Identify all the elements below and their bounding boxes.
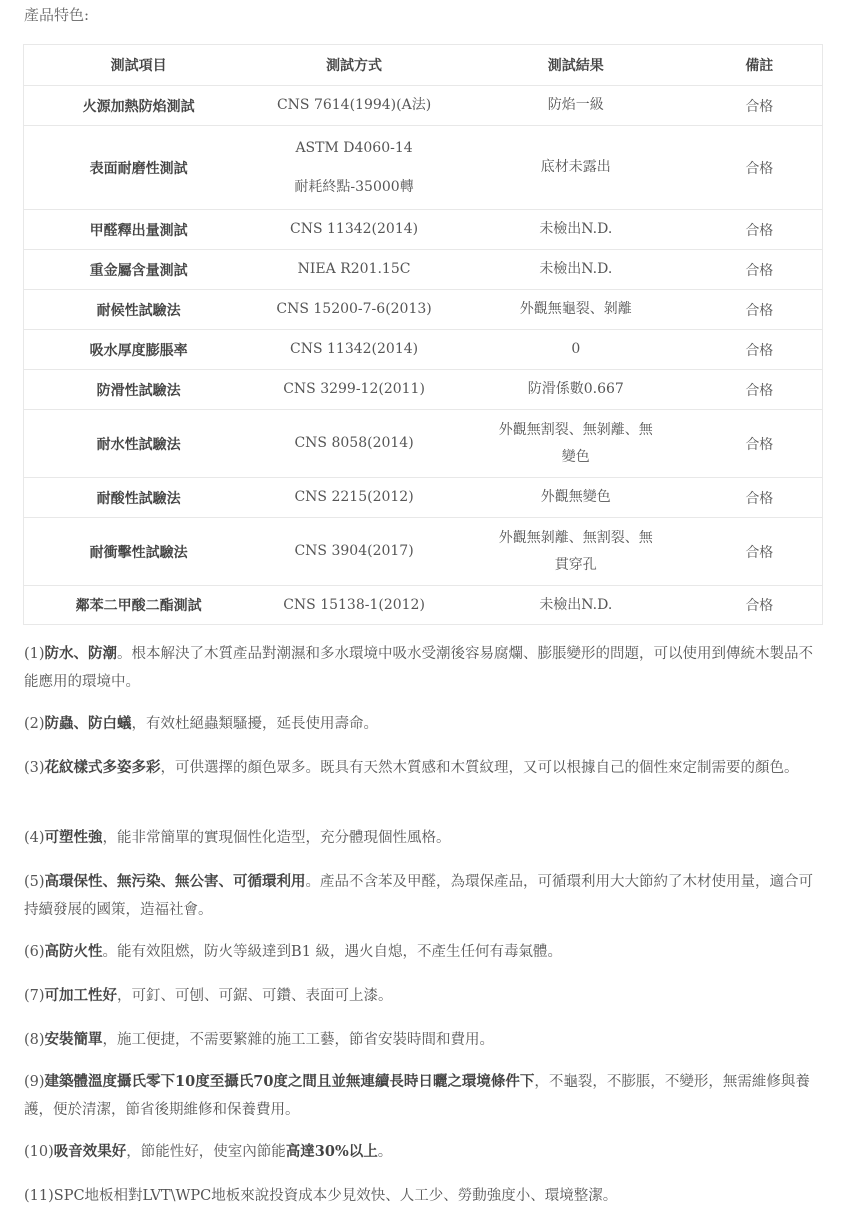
test-method-line: 耐耗終點-35000轉: [294, 178, 414, 195]
feature-highlight: 高防火性: [44, 943, 103, 960]
test-method-line: CNS 15138-1(2012): [283, 596, 425, 613]
section-heading: 產品特色:: [24, 6, 90, 24]
note-cell: 合格: [697, 410, 823, 478]
test-result-cell: [455, 518, 697, 586]
feature-text: SPC地板相對LVT\WPC地板來說投資成本少見效快、人工少、勞動強度小、環境整潔。: [53, 1188, 618, 1204]
test-method-cell: [253, 290, 455, 330]
test-result-cell: [455, 410, 697, 478]
test-method-cell: [253, 210, 455, 250]
test-result-cell: [455, 330, 697, 370]
note-cell: 合格: [697, 86, 823, 126]
note-cell: 合格: [697, 250, 823, 290]
test-method-line: CNS 7614(1994)(A法): [276, 97, 432, 113]
feature-number: (5): [24, 874, 45, 890]
feature-highlight: 安裝簡單: [44, 1031, 103, 1048]
test-method-cell: [253, 518, 455, 586]
feature-number: (11): [24, 1188, 54, 1204]
test-result-line: 外觀無變色: [540, 489, 611, 505]
test-method-line: NIEA R201.15C: [297, 261, 411, 277]
test-method-cell: [253, 410, 455, 478]
test-item-cell: 重金屬含量測試: [24, 250, 254, 290]
feature-highlight: 高達30%以上: [285, 1143, 378, 1160]
test-result-cell: [455, 290, 697, 330]
table-row: [24, 518, 823, 586]
test-item-cell: 耐酸性試驗法: [24, 478, 254, 518]
test-method-line: ASTM D4060-14: [295, 139, 413, 156]
note-cell: 合格: [697, 330, 823, 370]
test-result-cell: [455, 586, 697, 625]
feature-text: 。根本解決了木質產品對潮濕和多水環境中吸水受潮後容易腐爛、膨脹變形的問題，可以使用到傳統木製品不能應用的環境中。: [24, 646, 814, 690]
feature-text: ，可供選擇的顏色眾多。既具有天然木質感和木質紋理，又可以根據自己的個性來定制需要的顏色。: [160, 760, 799, 776]
feature-highlight: 防水、防潮: [44, 645, 118, 662]
feature-highlight: 可塑性強: [44, 829, 103, 846]
test-result-cell: [455, 126, 697, 210]
test-item-cell: 防滑性試驗法: [24, 370, 254, 410]
test-result-line: 貫穿孔: [554, 556, 597, 573]
test-method-line: CNS 11342(2014): [290, 221, 419, 237]
test-results-table: [23, 44, 823, 625]
table-row: [24, 86, 823, 126]
test-result-cell: [455, 86, 697, 126]
feature-item: [24, 868, 819, 924]
table-row: [24, 478, 823, 518]
feature-number: (3): [24, 760, 45, 776]
feature-number: (2): [24, 716, 45, 732]
test-method-line: CNS 2215(2012): [294, 489, 414, 505]
test-method-cell: [253, 370, 455, 410]
test-item-cell: 甲醛釋出量測試: [24, 210, 254, 250]
test-item-cell: 表面耐磨性測試: [24, 126, 254, 210]
table-row: [24, 290, 823, 330]
test-result-line: 變色: [561, 448, 590, 465]
test-method-line: CNS 11342(2014): [290, 341, 419, 357]
feature-number: (9): [24, 1074, 45, 1090]
feature-item: [24, 1182, 819, 1210]
feature-number: (4): [24, 830, 45, 846]
feature-highlight: 花紋樣式多姿多彩: [44, 759, 161, 776]
test-result-line: 未檢出N.D.: [539, 261, 613, 277]
feature-item: [24, 824, 819, 852]
note-cell: 合格: [697, 290, 823, 330]
note-cell: 合格: [697, 210, 823, 250]
table-row: [24, 410, 823, 478]
test-method-line: CNS 3299-12(2011): [283, 381, 425, 397]
test-result-cell: [455, 210, 697, 250]
feature-highlight: 吸音效果好: [53, 1143, 127, 1160]
table-header-row: [24, 45, 823, 86]
test-result-line: 外觀無剝離、無割裂、無: [498, 529, 653, 546]
test-method-line: CNS 3904(2017): [294, 543, 414, 559]
test-method-cell: [253, 86, 455, 126]
test-item-cell: 耐水性試驗法: [24, 410, 254, 478]
feature-number: (10): [24, 1144, 54, 1160]
test-item-cell: 吸水厚度膨脹率: [24, 330, 254, 370]
feature-item: [24, 1026, 819, 1054]
test-result-cell: [455, 250, 697, 290]
feature-highlight: 高環保性、無污染、無公害、可循環利用: [44, 873, 306, 890]
test-result-line: 外觀無割裂、無剝離、無: [498, 421, 653, 438]
table-row: [24, 330, 823, 370]
header-test-result: 測試結果: [455, 45, 697, 86]
test-result-line: 未檢出N.D.: [539, 221, 613, 237]
feature-number: (6): [24, 944, 45, 960]
test-result-line: 防滑係數0.667: [527, 381, 624, 397]
feature-item: [24, 754, 819, 782]
test-method-line: CNS 15200-7-6(2013): [276, 301, 432, 317]
test-method-cell: [253, 586, 455, 625]
feature-text: ，不龜裂，不膨脹，不變形，無需維修與養護，便於清潔，節省後期維修和保養費用。: [24, 1074, 810, 1118]
test-item-cell: 耐候性試驗法: [24, 290, 254, 330]
feature-item: [24, 710, 819, 738]
table-row: [24, 370, 823, 410]
feature-text: ，能非常簡單的實現個性化造型，充分體現個性風格。: [102, 830, 451, 846]
feature-text: 。: [377, 1144, 393, 1160]
test-result-line: 外觀無龜裂、剝離: [519, 301, 632, 317]
feature-text: ，可釘、可刨、可鋸、可鑽、表面可上漆。: [117, 988, 393, 1004]
test-result-line: 防焰一級: [547, 97, 604, 113]
test-result-cell: [455, 370, 697, 410]
header-note: 備註: [697, 45, 823, 86]
test-method-cell: [253, 126, 455, 210]
feature-highlight: 可加工性好: [44, 987, 118, 1004]
feature-item: [24, 640, 819, 696]
note-cell: 合格: [697, 370, 823, 410]
test-method-line: CNS 8058(2014): [294, 435, 414, 451]
test-method-cell: [253, 330, 455, 370]
table-row: [24, 210, 823, 250]
test-method-cell: [253, 478, 455, 518]
feature-text: 。產品不含苯及甲醛，為環保產品，可循環利用大大節約了木材使用量，適合可持續發展的國策，造福社會。: [24, 874, 814, 918]
note-cell: 合格: [697, 518, 823, 586]
feature-item: [24, 982, 819, 1010]
test-result-line: 0: [571, 341, 581, 357]
note-cell: 合格: [697, 478, 823, 518]
feature-text: ，施工便捷，不需要繁雜的施工工藝，節省安裝時間和費用。: [102, 1032, 495, 1048]
feature-item: [24, 1068, 819, 1124]
test-item-cell: 鄰苯二甲酸二酯測試: [24, 586, 254, 625]
feature-number: (8): [24, 1032, 45, 1048]
test-method-cell: [253, 250, 455, 290]
header-test-item: 測試項目: [24, 45, 254, 86]
table-row: [24, 126, 823, 210]
feature-item: [24, 938, 819, 966]
table-row: [24, 250, 823, 290]
test-result-cell: [455, 478, 697, 518]
feature-number: (1): [24, 646, 45, 662]
header-test-method: 測試方式: [253, 45, 455, 86]
test-item-cell: 火源加熱防焰測試: [24, 86, 254, 126]
table-row: [24, 586, 823, 625]
test-result-line: 未檢出N.D.: [539, 596, 613, 613]
feature-text: ，有效杜絕蟲類騷擾，延長使用壽命。: [131, 716, 379, 732]
feature-highlight: 防蟲、防白蟻: [44, 715, 132, 732]
note-cell: 合格: [697, 126, 823, 210]
test-item-cell: 耐衝擊性試驗法: [24, 518, 254, 586]
note-cell: 合格: [697, 586, 823, 625]
feature-text: 。能有效阻燃，防火等級達到B1 級，遇火自熄，不產生任何有毒氣體。: [102, 944, 563, 960]
test-result-line: 底材未露出: [540, 159, 611, 175]
feature-number: (7): [24, 988, 45, 1004]
feature-item: [24, 1138, 819, 1166]
feature-highlight: 建築體溫度攝氏零下10度至攝氏70度之間且並無連續長時日曬之環境條件下: [44, 1073, 535, 1090]
feature-text: ，節能性好，使室內節能: [126, 1144, 286, 1160]
